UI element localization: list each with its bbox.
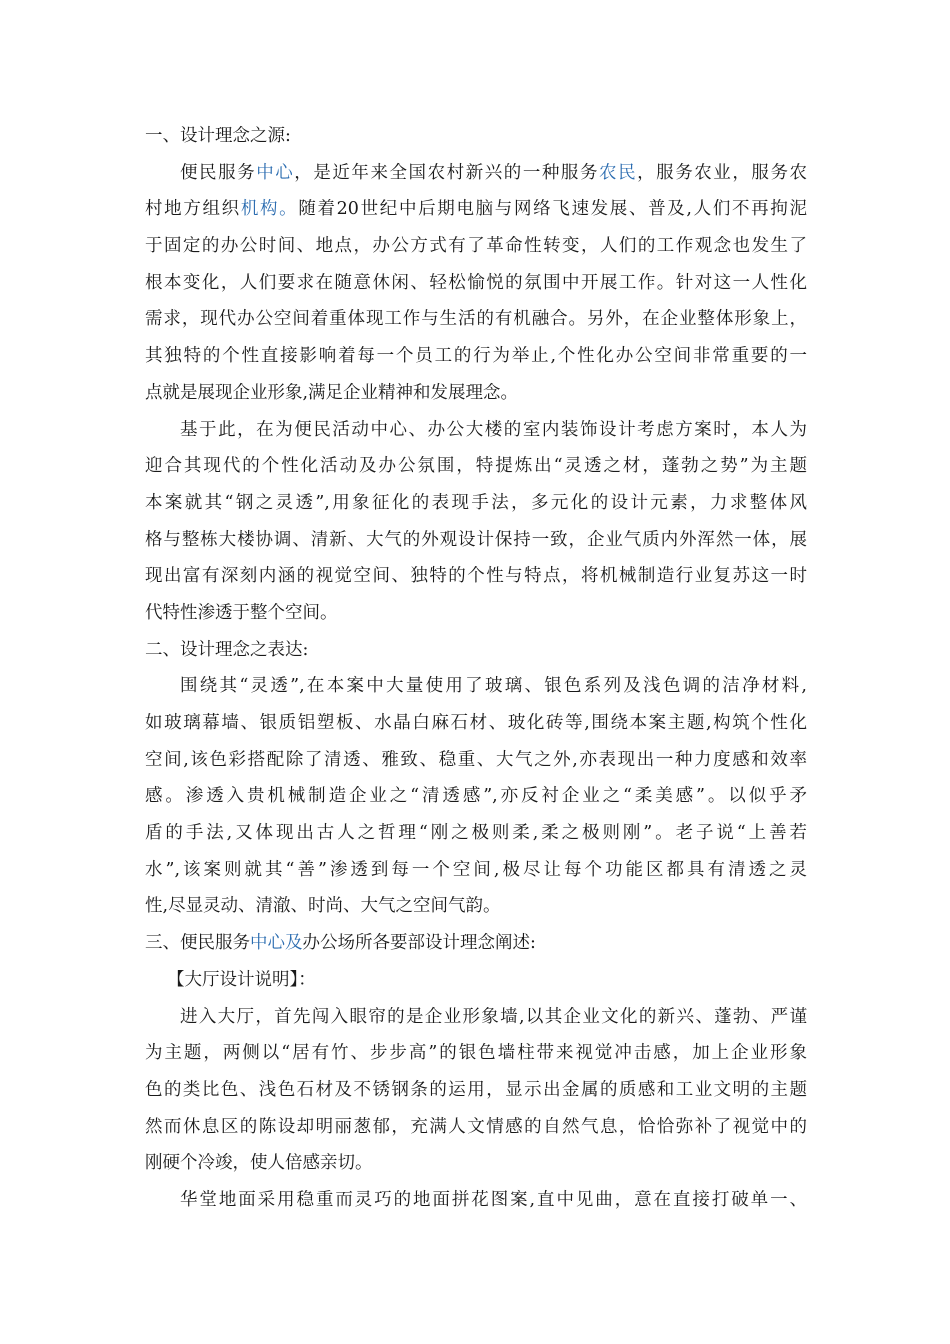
section1-para1-line2: 村地方组织机构。随着20世纪中后期电脑与网络飞速发展、普及,人们不再拘泥 — [145, 199, 807, 220]
section1-para2-line6: 代特性渗透于整个空间。 — [145, 602, 338, 623]
link-jigou[interactable]: 机构。 — [240, 199, 299, 220]
section1-para1-line5: 需求，现代办公空间着重体现工作与生活的有机融合。另外，在企业整体形象上， — [145, 309, 807, 330]
section3-subheading: 【大厅设计说明】： — [167, 969, 316, 990]
link-zhongxin-ji[interactable]: 中心及 — [250, 933, 303, 954]
section1-heading: 一、设计理念之源: — [145, 126, 291, 146]
link-zhongxin[interactable]: 中心 — [256, 162, 295, 183]
section1-para2-line3: 本案就其“钢之灵透”,用象征化的表现手法，多元化的设计元素，力求整体风 — [145, 492, 807, 513]
section3-para1-line2: 为主题，两侧以“居有竹、步步高”的银色墙柱带来视觉冲击感，加上企业形象 — [145, 1043, 807, 1064]
section3-para1-line5: 刚硬个冷竣，使人倍感亲切。 — [145, 1153, 373, 1174]
link-nongmin[interactable]: 农民 — [599, 162, 638, 183]
section3-para1-line3: 色的类比色、浅色石材及不锈钢条的运用，显示出金属的质感和工业文明的主题 — [145, 1079, 807, 1100]
section1-para2-line5: 现出富有深刻内涵的视觉空间、独特的个性与特点，将机械制造行业复苏这一时 — [145, 566, 807, 587]
section1-para1-line7: 点就是展现企业形象,满足企业精神和发展理念。 — [145, 382, 519, 403]
section1-para1-line6: 其独特的个性直接影响着每一个员工的行为举止,个性化办公空间非常重要的一 — [145, 346, 807, 367]
section1-para2-line1: 基于此，在为便民活动中心、办公大楼的室内装饰设计考虑方案时，本人为 — [180, 419, 807, 440]
document-page — [145, 118, 807, 1219]
section1-para1-line4: 根本变化，人们要求在随意休闲、轻松愉悦的氛围中开展工作。针对这一人性化 — [145, 272, 807, 293]
section2-para1-line6: 水”,该案则就其“善”渗透到每一个空间,极尽让每个功能区都具有清透之灵 — [145, 859, 807, 880]
section2-para1-line4: 感。渗透入贵机械制造企业之“清透感”,亦反衬企业之“柔美感”。以似乎矛 — [145, 786, 807, 807]
section1-para2-line2: 迎合其现代的个性化活动及办公氛围，特提炼出“灵透之材，蓬勃之势”为主题 — [145, 456, 807, 477]
section1-para1-line1: 便民服务中心，是近年来全国农村新兴的一种服务农民，服务农业，服务农 — [180, 162, 807, 183]
section2-heading: 二、设计理念之表达: — [145, 639, 309, 660]
section2-para1-line2: 如玻璃幕墙、银质铝塑板、水晶白麻石材、玻化砖等,围绕本案主题,构筑个性化 — [145, 713, 807, 733]
section3-para2-line1: 华堂地面采用稳重而灵巧的地面拼花图案,直中见曲，意在直接打破单一、 — [180, 1189, 807, 1210]
section2-para1-line5: 盾的手法,又体现出古人之哲理“刚之极则柔,柔之极则刚”。老子说“上善若 — [145, 823, 807, 844]
section3-para1-line4: 然而休息区的陈设却明丽葱郁，充满人文情感的自然气息，恰恰弥补了视觉中的 — [145, 1116, 807, 1137]
section3-heading: 三、便民服务中心及办公场所各要部设计理念阐述: — [145, 933, 536, 954]
section2-para1-line7: 性,尽显灵动、清澈、时尚、大气之空间气韵。 — [145, 896, 501, 917]
section1-para2-line4: 格与整栋大楼协调、清新、大气的外观设计保持一致，企业气质内外浑然一体，展 — [145, 529, 807, 550]
section3-para1-line1: 进入大厅，首先闯入眼帘的是企业形象墙,以其企业文化的新兴、蓬勃、严谨 — [180, 1006, 807, 1027]
section2-para1-line1: 围绕其“灵透”,在本案中大量使用了玻璃、银色系列及浅色调的洁净材料, — [180, 676, 807, 697]
section1-para1-line3: 于固定的办公时间、地点，办公方式有了革命性转变，人们的工作观念也发生了 — [145, 236, 807, 257]
section2-para1-line3: 空间,该色彩搭配除了清透、雅致、稳重、大气之外,亦表现出一种力度感和效率 — [145, 749, 807, 770]
